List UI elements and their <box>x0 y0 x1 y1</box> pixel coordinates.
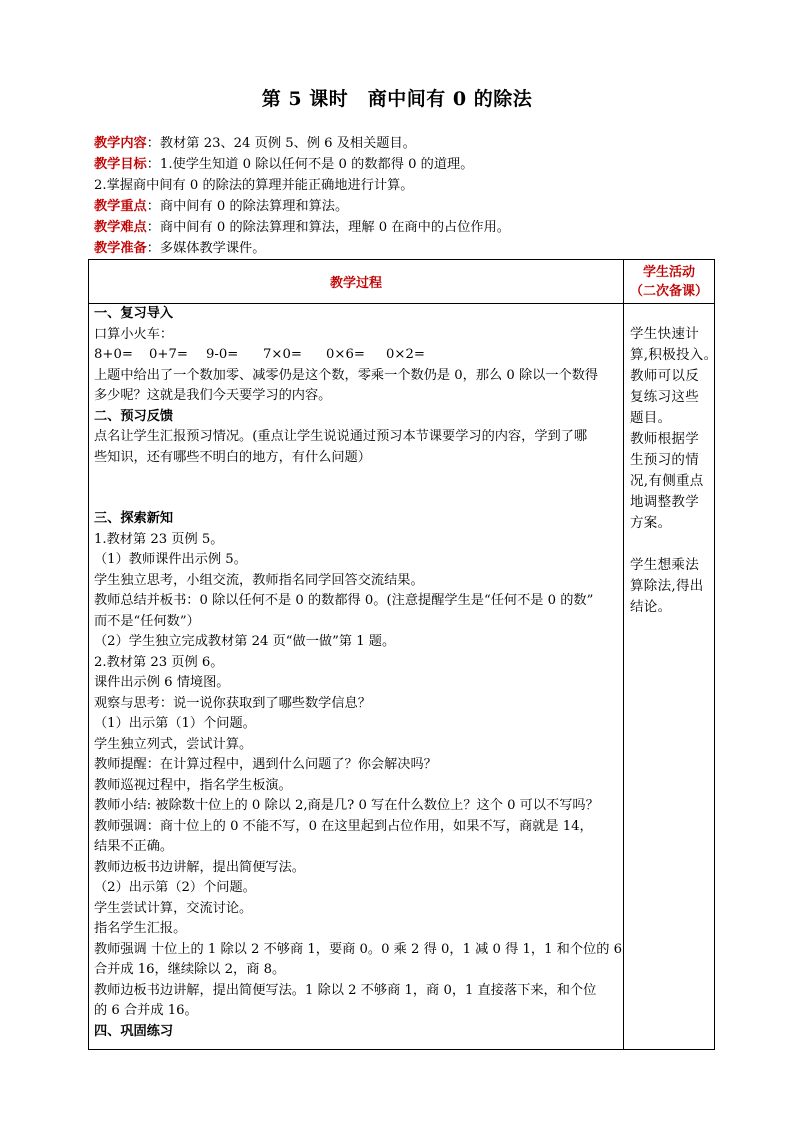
text-line: 2.教材第 23 页例 6。 <box>94 654 224 670</box>
activity-line: 题目。 <box>630 410 672 426</box>
teaching-prep-text: ：多媒体教学课件。 <box>146 241 266 256</box>
text-line: 多少呢？这就是我们今天要学习的内容。 <box>94 388 332 403</box>
teaching-key-label: 教学重点 <box>94 199 147 214</box>
header-second-prep: （二次备课） <box>629 283 708 299</box>
calc-item: 8+0= <box>94 347 133 362</box>
text-line: 学生尝试计算，交流讨论。 <box>94 900 253 916</box>
activity-line: 教师根据学 <box>630 431 699 447</box>
teaching-content-text: ：教材第 23、24 页例 5、例 6 及相关题目。 <box>146 136 416 151</box>
teaching-goal-label: 教学目标 <box>94 157 147 172</box>
text-line: 教师巡视过程中，指名学生板演。 <box>94 777 292 793</box>
teaching-goal <box>94 154 473 175</box>
activity-line: 地调整教学 <box>630 494 699 510</box>
teaching-difficulty-text: ：商中间有 0 的除法算理和算法，理解 0 在商中的占位作用。 <box>146 220 510 235</box>
teaching-key-text: ：商中间有 0 的除法算理和算法。 <box>146 199 349 214</box>
calc-item: 0+7= <box>149 347 188 362</box>
section-explore: 三、探索新知 <box>94 511 174 526</box>
teaching-difficulty-label: 教学难点 <box>94 220 147 235</box>
text-line: 教师强调 十位上的 1 除以 2 不够商 1，要商 0。0 乘 2 得 0，1 减 0 得 1，1 和个位的 6 <box>94 941 623 957</box>
text-line: 些知识，还有哪些不明白的地方，有什么问题） <box>94 449 371 465</box>
calc-item: 9-0= <box>206 347 239 362</box>
text-line: （1）教师课件出示例 5。 <box>94 552 247 567</box>
text-line: 的 6 合并成 16。 <box>94 1003 198 1018</box>
text-line: 教师提醒：在计算过程中，遇到什么问题了？你会解决吗？ <box>94 757 437 772</box>
section-preview: 二、预习反馈 <box>94 408 174 424</box>
calc-item: 7×0= <box>263 347 302 362</box>
section-review: 一、复习导入 <box>94 306 174 321</box>
activity-line: 学生想乘法 <box>630 557 699 573</box>
text-line: 教师边板书边讲解，提出简便写法。1 除以 2 不够商 1，商 0，1 直接落下来，和个位 <box>94 982 597 998</box>
text-line: 教师边板书边讲解，提出简便写法。 <box>94 859 305 875</box>
column-divider <box>623 260 624 1049</box>
calc-item: 0×2= <box>386 347 425 362</box>
text-line: 点名让学生汇报预习情况。(重点让学生说说通过预习本节课要学习的内容，学到了哪 <box>94 429 588 444</box>
activity-line: 生预习的情 <box>630 452 699 468</box>
activity-line: 算除法,得出 <box>630 578 704 594</box>
mental-math-row <box>94 345 618 366</box>
text-line: （2）出示第（2）个问题。 <box>94 880 256 895</box>
text-line: 指名学生汇报。 <box>94 921 187 936</box>
teaching-goal-text: ：1.使学生知道 0 除以任何不是 0 的数都得 0 的道理。 <box>146 157 474 172</box>
teaching-key <box>94 196 348 217</box>
activity-line: 方案。 <box>630 515 672 531</box>
activity-line: 教师可以反 <box>630 368 699 384</box>
section-practice: 四、巩固练习 <box>94 1023 174 1039</box>
text-line: 观察与思考：说一说你获取到了哪些数学信息？ <box>94 695 371 711</box>
header-teaching-process: 教学过程 <box>329 276 382 291</box>
text-line: 口算小火车： <box>94 326 174 342</box>
text-line: 合并成 16，继续除以 2，商 8。 <box>94 962 286 977</box>
teaching-prep-label: 教学准备 <box>94 241 147 256</box>
teaching-content-label: 教学内容 <box>94 136 147 151</box>
header-student-activity-title: 学生活动 <box>642 264 695 280</box>
text-line: 结果不正确。 <box>94 839 174 854</box>
text-line: （2）学生独立完成教材第 24 页“做一做”第 1 题。 <box>94 634 396 649</box>
teaching-difficulty <box>94 217 510 238</box>
text-line: 学生独立列式，尝试计算。 <box>94 736 253 752</box>
text-line: 教师强调：商十位上的 0 不能不写，0 在这里起到占位作用，如果不写，商就是 14， <box>94 818 593 834</box>
lesson-table <box>88 259 718 1050</box>
activity-line: 学生快速计 <box>630 326 699 342</box>
student-activity-content <box>630 324 718 618</box>
teaching-prep <box>94 238 265 259</box>
activity-line: 结论。 <box>630 599 672 615</box>
text-line: （1）出示第（1）个问题。 <box>94 716 256 731</box>
activity-line: 况,有侧重点 <box>630 473 704 489</box>
text-line: 上题中给出了一个数加零、减零仍是这个数，零乘一个数仍是 0，那么 0 除以一个数得 <box>94 367 599 383</box>
calc-item: 0×6= <box>326 347 365 362</box>
text-line: 课件出示例 6 情境图。 <box>94 675 230 690</box>
page-title: 第 5 课时 商中间有 0 的除法 <box>261 88 533 110</box>
teaching-goal-2: 2.掌握商中间有 0 的除法的算理并能正确地进行计算。 <box>94 178 414 193</box>
teaching-process-content <box>94 304 623 1042</box>
activity-line: 复练习这些 <box>630 389 699 405</box>
text-line: 教师总结并板书：0 除以任何不是 0 的数都得 0。(注意提醒学生是“任何不是 0 的数” <box>94 593 594 608</box>
header-student-activity <box>624 260 714 303</box>
text-line: 而不是“任何数”） <box>94 613 200 629</box>
text-line: 学生独立思考，小组交流，教师指名同学回答交流结果。 <box>94 572 424 588</box>
text-line: 教师小结: 被除数十位上的 0 除以 2,商是几? 0 写在什么数位上？这个 0 可以不写吗？ <box>94 798 599 813</box>
activity-line: 算,积极投入。 <box>630 347 718 363</box>
teaching-content <box>94 133 416 154</box>
text-line: 1.教材第 23 页例 5。 <box>94 531 224 547</box>
